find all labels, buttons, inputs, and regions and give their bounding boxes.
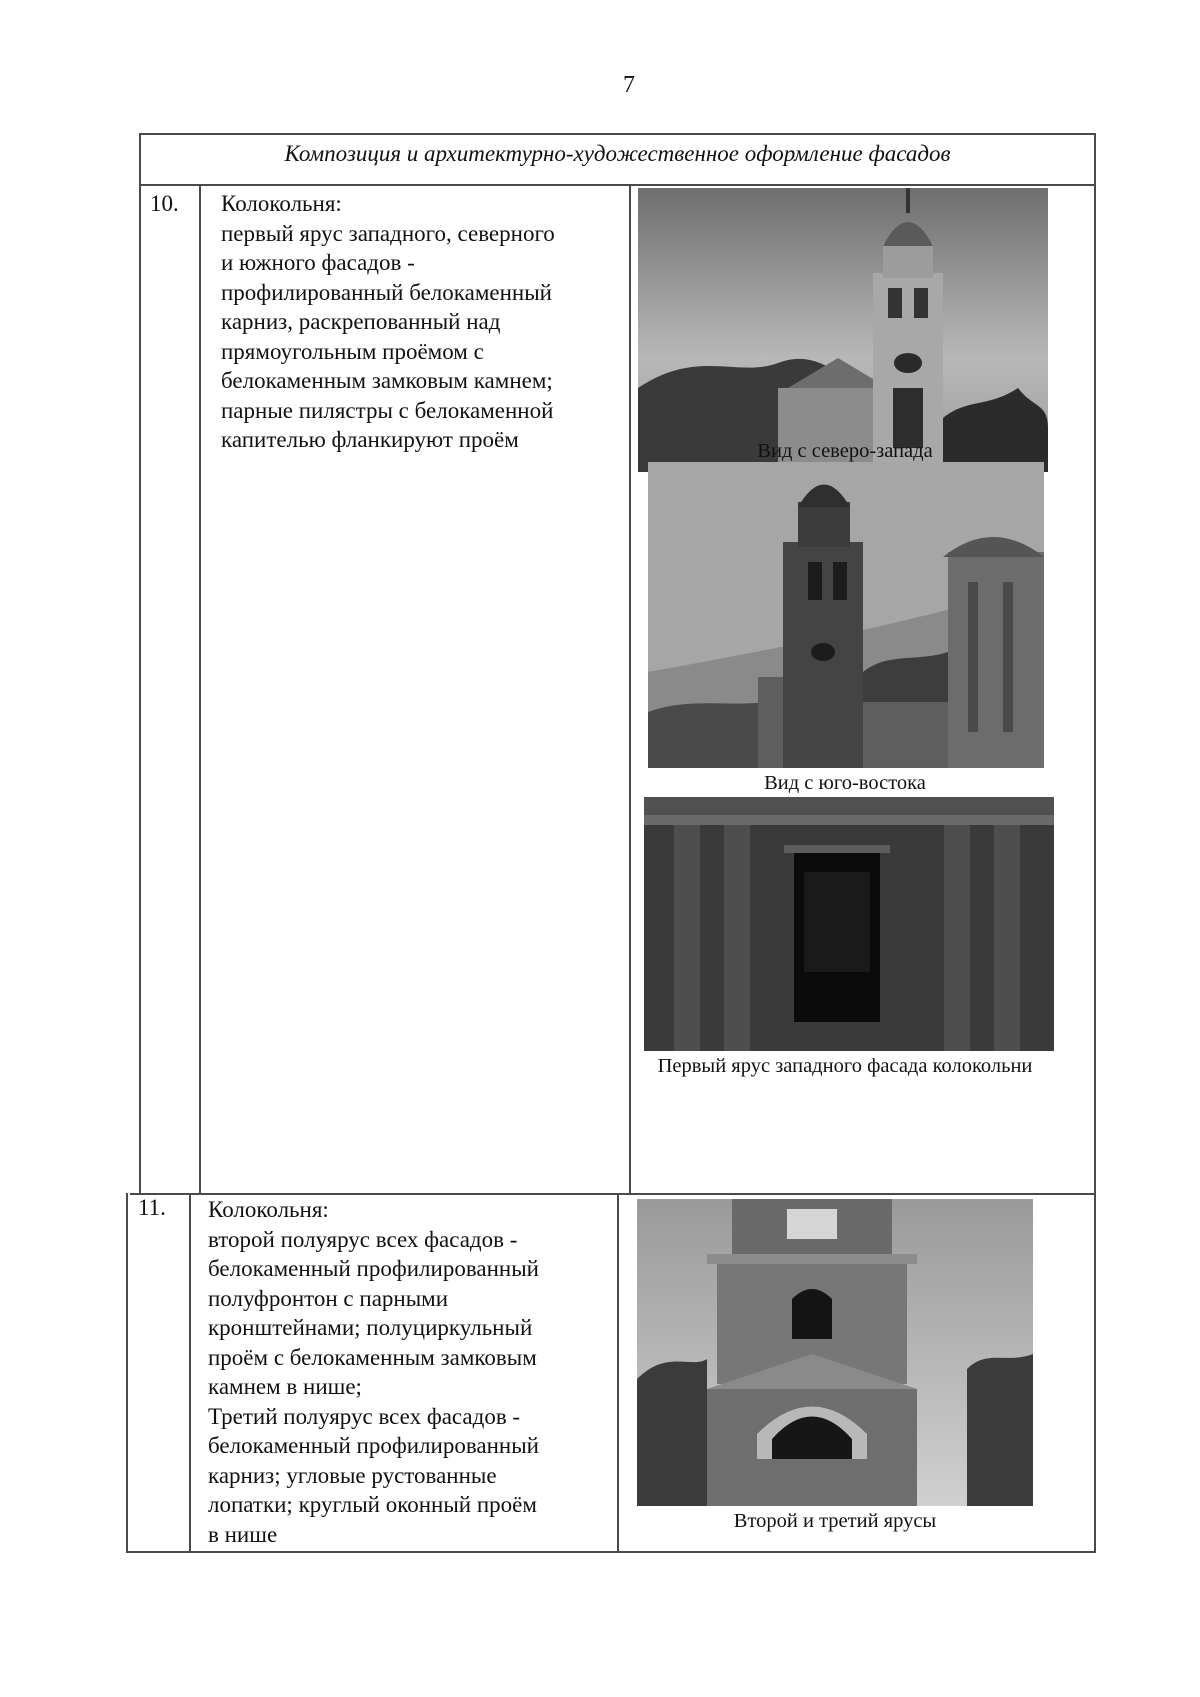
row-description: Колокольня: второй полуярус всех фасадов - белокаменный профилированный полуфронтон с парными кронштейнами; полуциркульный проём с белокаменным замковым камнем в нише; Третий полуярус всех фасадов - белокаменный профилированный карниз; угловые рустованные лопатки; круглый оконный проём в нише — [208, 1197, 539, 1547]
table-border-left — [139, 133, 141, 1193]
page-number: 7 — [623, 72, 635, 98]
table-column-divider-number — [199, 185, 201, 1193]
table-border-right — [1094, 133, 1096, 1553]
table-border-header-bottom — [140, 184, 1095, 186]
photo-west-facade-first-tier — [644, 797, 1054, 1051]
row-description: Колокольня: первый ярус западного, северного и южного фасадов - профилированный белокаменный карниз, раскрепованный над прямоугольным проёмом с белокаменным замковым камнем; парные пилястры с белокаменной капителью фланкируют проём — [221, 191, 555, 452]
row-number: 10. — [150, 191, 179, 216]
table-column-divider-photo — [629, 185, 631, 1193]
photo-caption: Второй и третий ярусы — [733, 1510, 937, 1532]
document-table — [140, 133, 1095, 1553]
photo-southeast-view — [648, 462, 1044, 768]
table-column-divider-photo-lower — [617, 1193, 619, 1553]
photo-caption: Первый ярус западного фасада колокольни — [657, 1055, 1033, 1077]
table-border-bottom — [126, 1551, 1095, 1553]
photo-caption: Вид с юго-востока — [764, 772, 926, 794]
photo-northwest-view — [638, 188, 1048, 472]
table-border-left-lower — [126, 1193, 128, 1553]
photo-second-third-tiers — [637, 1199, 1033, 1506]
row-number: 11. — [138, 1195, 166, 1220]
section-header: Композиция и архитектурно-художественное оформление фасадов — [284, 141, 951, 166]
table-border-top — [140, 133, 1095, 135]
table-column-divider-number-lower — [189, 1193, 191, 1553]
photo-caption: Вид с северо-запада — [757, 440, 933, 462]
